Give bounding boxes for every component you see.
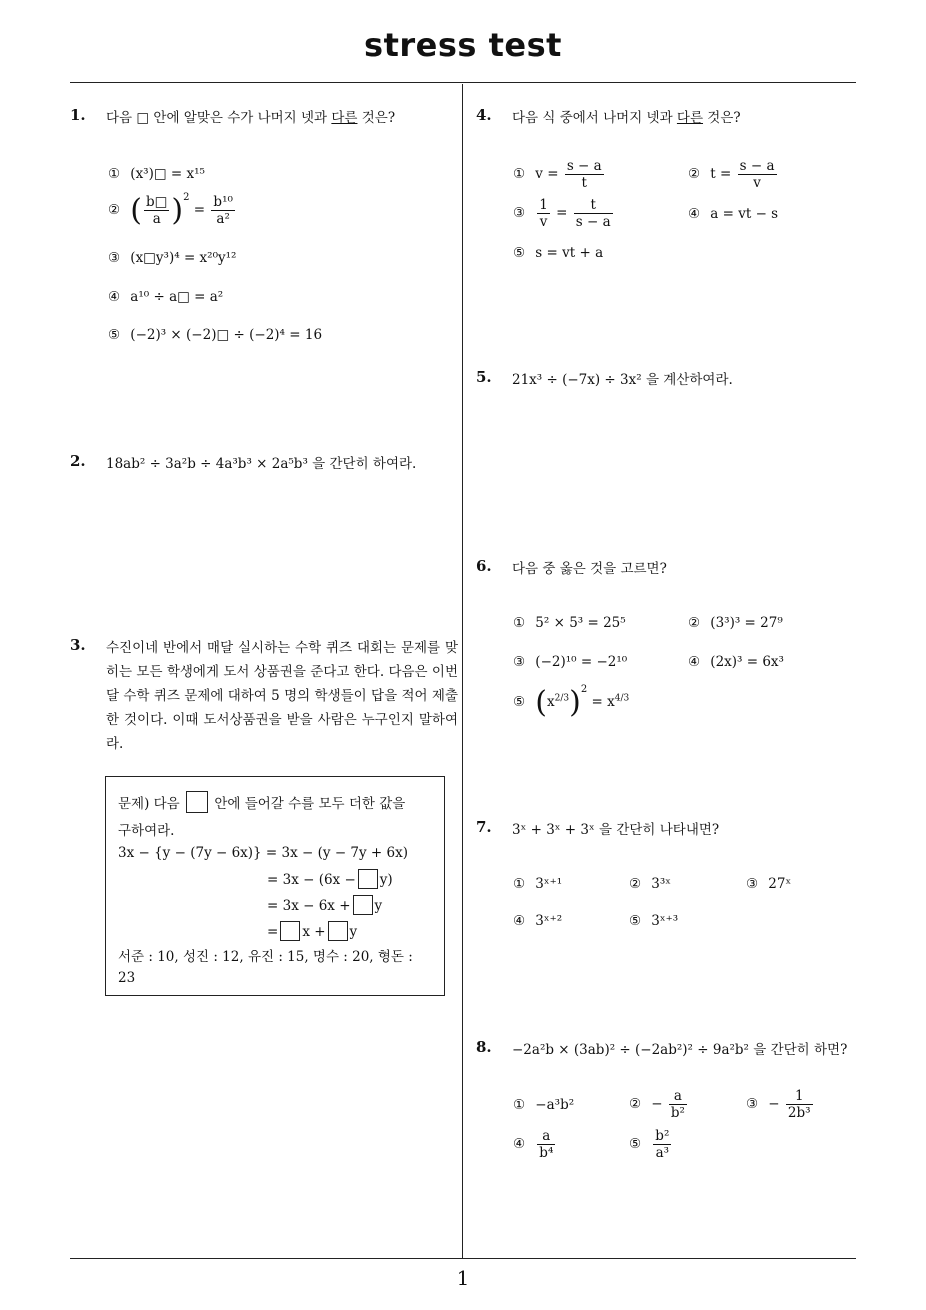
question-text: 다음 □ 안에 알맞은 수가 나머지 넷과 다른 것은? [106, 110, 396, 126]
question-text: 다음 식 중에서 나머지 넷과 다른 것은? [512, 110, 741, 126]
choice-4[interactable]: ④ 3ˣ⁺² [513, 913, 563, 929]
page-number: 1 [456, 1266, 470, 1290]
choice-2[interactable]: ② ( $\frac{b□}{a}$ )$^2$ = $\frac{\text{b¹⁰}}{\text{a²}}$ [108, 192, 233, 228]
choice-3[interactable]: ③ (x□y³)⁴ = x²⁰y¹² [108, 250, 237, 266]
question-number: 3. [70, 636, 86, 654]
blank-box [186, 791, 208, 813]
box-line-2: 구하여라. [118, 823, 175, 839]
choice-4[interactable]: ④ a¹⁰ ÷ a□ = a² [108, 289, 224, 305]
box-line-1: 문제) 다음 안에 들어갈 수를 모두 더한 값을 [118, 791, 405, 813]
question-text: 수진이네 반에서 매달 실시하는 수학 퀴즈 대회는 문제를 맞히는 모든 학생에게 도서 상품권을 준다고 한다. 다음은 이번 달 수학 퀴즈 문제에 대하여 5 명의 학생들이 답을 적어 제출한 것이다. 이때 도서상품권을 받을 사람은 누구인지 말하여라. [106, 640, 458, 752]
question-number: 5. [476, 368, 492, 386]
choice-1[interactable]: ① 5² × 5³ = 25⁵ [513, 615, 626, 631]
question-number: 2. [70, 452, 86, 470]
blank-box [328, 921, 348, 941]
choice-3[interactable]: ③ − $\frac{1}{\text{2b³}}$ [746, 1088, 811, 1121]
choice-5[interactable]: ⑤ (−2)³ × (−2)□ ÷ (−2)⁴ = 16 [108, 327, 323, 343]
equation-line-3: = 3x − 6x + y [267, 895, 382, 915]
choice-4[interactable]: ④ (2x)³ = 6x³ [688, 654, 784, 670]
question-text: 다음 중 옳은 것을 고르면? [512, 561, 667, 577]
choice-2[interactable]: ② t = $\frac{s - a}{v}$ [688, 158, 775, 191]
blank-box [358, 869, 378, 889]
choice-4[interactable]: ④ a = vt − s [688, 206, 779, 222]
question-text: 21x³ ÷ (−7x) ÷ 3x² 을 계산하여라. [512, 372, 733, 388]
choice-2[interactable]: ② (3³)³ = 27⁹ [688, 615, 783, 631]
blank-box [280, 921, 300, 941]
choice-1[interactable]: ① 3ˣ⁺¹ [513, 876, 563, 892]
choice-5[interactable]: ⑤ $\frac{\text{b²}}{\text{a³}}$ [629, 1128, 670, 1161]
question-number: 8. [476, 1038, 492, 1056]
choice-1[interactable]: ① −a³b² [513, 1097, 575, 1113]
question-number: 1. [70, 106, 86, 124]
student-answers-cont: 23 [118, 970, 136, 986]
blank-box [353, 895, 373, 915]
footer-divider [70, 1258, 856, 1259]
choice-2[interactable]: ② − $\frac{a}{\text{b²}}$ [629, 1088, 685, 1121]
choice-2[interactable]: ② 3³ˣ [629, 876, 672, 892]
choice-1[interactable]: ① (x³)□ = x¹⁵ [108, 166, 205, 182]
student-answers: 서준 : 10, 성진 : 12, 유진 : 15, 명수 : 20, 형돈 : [118, 949, 413, 965]
choice-3[interactable]: ③ 27ˣ [746, 876, 792, 892]
equation-line-2: = 3x − (6x − y) [267, 869, 393, 889]
header-divider [70, 82, 856, 83]
choice-3[interactable]: ③ $\frac{1}{v}$ = $\frac{t}{s - a}$ [513, 197, 611, 230]
column-divider [462, 84, 463, 1258]
question-number: 6. [476, 557, 492, 575]
question-number: 4. [476, 106, 492, 124]
equation-line-4: = x + y [267, 921, 357, 941]
question-text: −2a²b × (3ab)² ÷ (−2ab²)² ÷ 9a²b² 을 간단히 하면? [512, 1042, 848, 1058]
equation-line-1: 3x − {y − (7y − 6x)} = 3x − (y − 7y + 6x) [118, 845, 408, 861]
choice-5[interactable]: ⑤ 3ˣ⁺³ [629, 913, 679, 929]
page-title: stress test [364, 26, 562, 64]
question-text: 18ab² ÷ 3a²b ÷ 4a³b³ × 2a⁵b³ 을 간단히 하여라. [106, 456, 417, 472]
question-text: 3ˣ + 3ˣ + 3ˣ 을 간단히 나타내면? [512, 822, 720, 838]
choice-5[interactable]: ⑤ s = vt + a [513, 245, 604, 261]
problem-box [105, 776, 445, 996]
choice-3[interactable]: ③ (−2)¹⁰ = −2¹⁰ [513, 654, 628, 670]
choice-5[interactable]: ⑤ $(x^{2/3})^2 = x^{4/3}$ [513, 684, 630, 720]
choice-1[interactable]: ① v = $\frac{s - a}{t}$ [513, 158, 602, 191]
choice-4[interactable]: ④ $\frac{a}{\text{b⁴}}$ [513, 1128, 554, 1161]
question-number: 7. [476, 818, 492, 836]
